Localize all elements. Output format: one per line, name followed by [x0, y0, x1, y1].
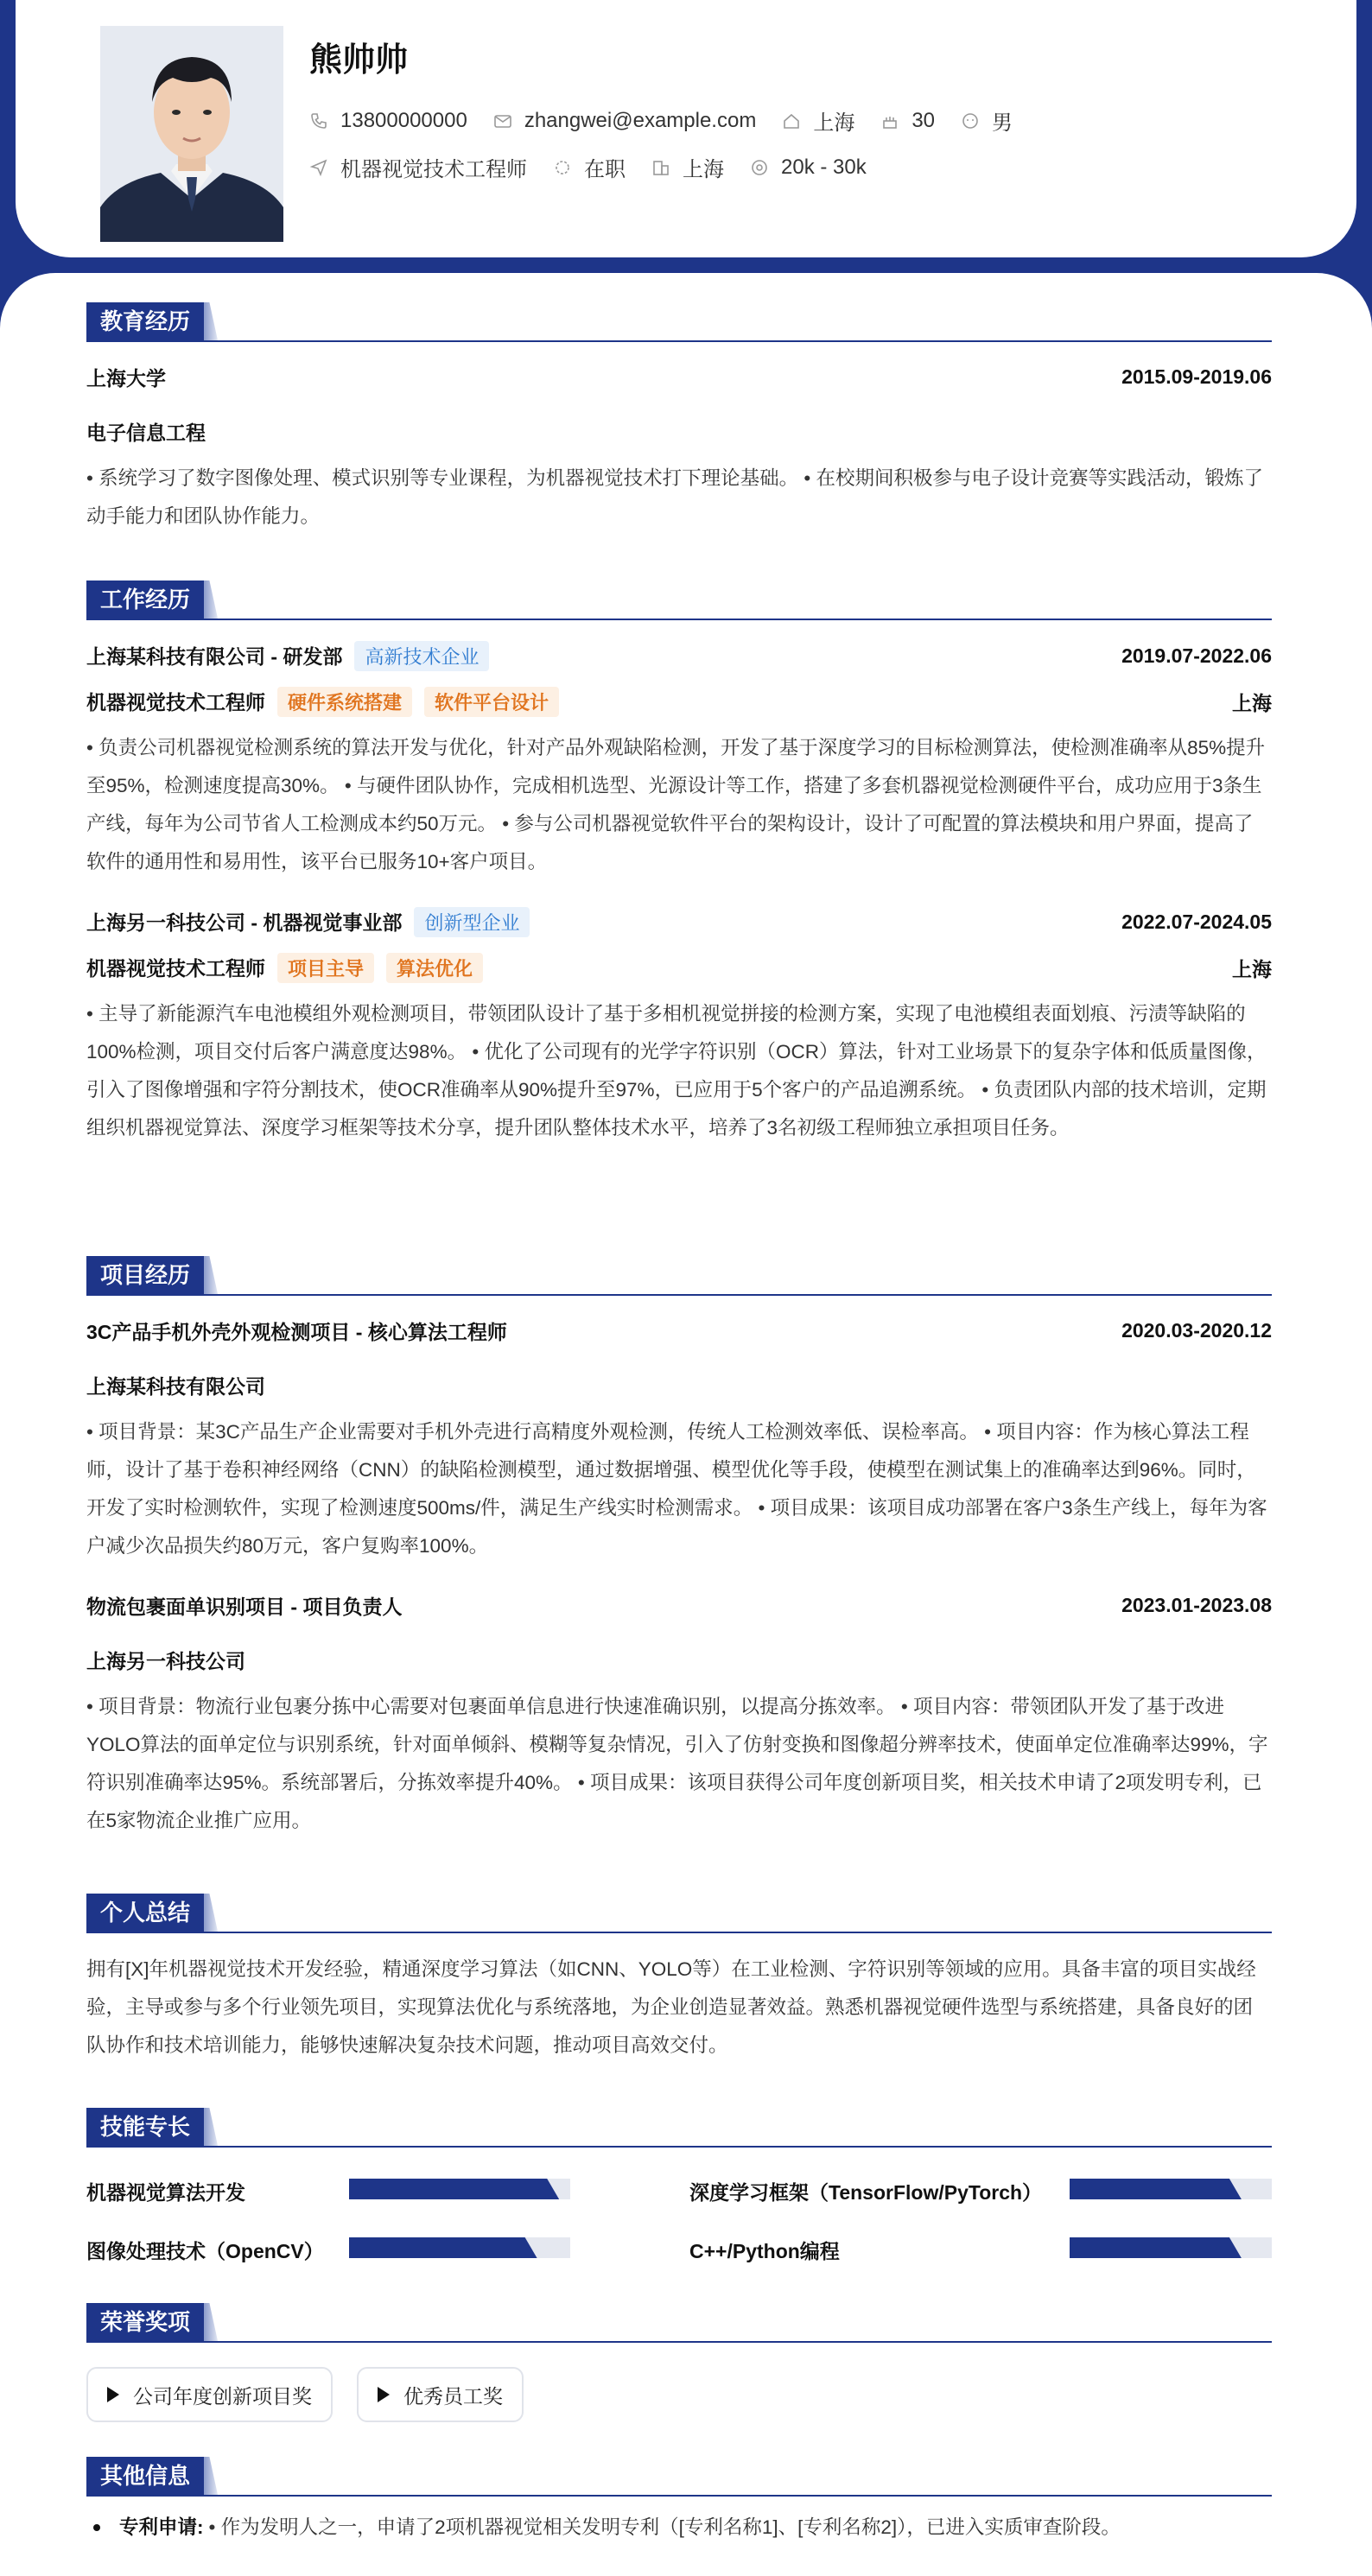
skill-bar-fill — [349, 2237, 537, 2258]
skill-tag: 项目主导 — [277, 953, 374, 983]
project-company-row — [86, 1646, 1272, 1674]
status-text: 在职 — [584, 158, 626, 181]
face-icon — [961, 111, 980, 130]
project-title: 物流包裹面单识别项目 - 项目负责人 — [86, 1596, 403, 1618]
award-badge — [357, 2367, 524, 2422]
award-text: 优秀员工奖 — [403, 2384, 503, 2408]
work-desc: • 主导了新能源汽车电池模组外观检测项目，带领团队设计了基于多相机视觉拼接的检测方案，实现了电池模组表面划痕、污渍等缺陷的100%检测，项目交付后客户满意度达98%。 • 优化了公司现有的光学字符识别（OCR）算法，针对工业场景下的复杂字体和低质量图像，引入了图像增强和字符分割技术，使OCR准确率从90%提升至97%，已应用于5个客户的产品追溯系统。 • 负责团队内部的技术培训，定期组织机器视觉算法、深度学习框架等技术分享，提升团队整体技术水平，培养了3名初级工程师独立承担项目任务。 — [86, 1003, 1267, 1139]
work-position-row — [86, 953, 1272, 983]
school-name: 上海大学 — [86, 367, 166, 390]
work-period: 2019.07-2022.06 — [1121, 644, 1272, 667]
project-company: 上海某科技有限公司 — [86, 1375, 265, 1398]
section-header — [86, 302, 1272, 342]
work-desc: • 负责公司机器视觉检测系统的算法开发与优化，针对产品外观缺陷检测，开发了基于深度学习的目标检测算法，使检测准确率从85%提升至95%，检测速度提高30%。 • 与硬件团队协作，完成相机选型、光源设计等工作，搭建了多套机器视觉检测硬件平台，成功应用于3条生产线，每年为公司节省人工检测成本约50万元。 • 参与公司机器视觉软件平台的架构设计，设计了可配置的算法模块和用户界面，提高了软件的通用性和易用性，该平台已服务10+客户项目。 — [86, 737, 1266, 872]
skill-tag: 软件平台设计 — [424, 687, 559, 717]
project-title-row — [86, 1591, 1272, 1620]
project-desc: • 项目背景：某3C产品生产企业需要对手机外壳进行高精度外观检测，传统人工检测效率低、误检率高。 • 项目内容：作为核心算法工程师，设计了基于卷积神经网络（CNN）的缺陷检测模型，通过数据增强、模型优化等手段，使模型在测试集上的准确率达到96%。同时，开发了实时检测软件，实现了检测速度500ms/件，满足生产线实时检测需求。 • 项目成果：该项目成功部署在客户3条生产线上，每年为客户减少次品损失约80万元，客户复购率100%。 — [86, 1421, 1267, 1557]
skill-tag: 算法优化 — [386, 953, 483, 983]
company-text: 上海另一科技公司 - 机器视觉事业部 — [86, 911, 403, 934]
work-location: 上海 — [1232, 958, 1272, 980]
other-label: 专利申请: — [119, 2516, 204, 2538]
project-title-row — [86, 1317, 1272, 1345]
salary-text: 20k - 30k — [781, 155, 867, 179]
summary-section — [86, 1894, 1272, 2065]
profile-header — [16, 0, 1356, 257]
skill-bar — [349, 2179, 570, 2199]
section-title: 其他信息 — [86, 2457, 204, 2495]
skill-name: 图像处理技术（OpenCV） — [86, 2240, 324, 2262]
building-icon — [651, 158, 670, 177]
award-badge — [86, 2367, 333, 2422]
job-row — [309, 152, 892, 182]
phone-text[interactable]: 13800000000 — [340, 108, 467, 132]
education-period: 2015.09-2019.06 — [1121, 365, 1272, 388]
skill-tag: 硬件系统搭建 — [277, 687, 412, 717]
work-company-row — [86, 907, 1272, 937]
skill-bar-fill — [349, 2179, 559, 2199]
status-icon — [553, 158, 572, 177]
salary-item — [750, 155, 867, 180]
major-row — [86, 417, 1272, 446]
work-company-row — [86, 641, 1272, 671]
section-title: 工作经历 — [86, 581, 204, 619]
section-header — [86, 2457, 1272, 2497]
project-company-row — [86, 1371, 1272, 1399]
section-header — [86, 1256, 1272, 1296]
avatar-illustration — [100, 26, 283, 242]
education-desc: • 系统学习了数字图像处理、模式识别等专业课程，为机器视觉技术打下理论基础。 • 在校期间积极参与电子设计竞赛等实践活动，锻炼了动手能力和团队协作能力。 — [86, 467, 1264, 527]
skill-bar-fill — [1070, 2179, 1242, 2199]
section-header — [86, 2303, 1272, 2343]
email-item — [493, 109, 757, 133]
section-title: 个人总结 — [86, 1894, 204, 1932]
company-name — [86, 907, 530, 937]
other-text: • 作为发明人之一，申请了2项机器视觉相关发明专利（[专利名称1]、[专利名称2]），已进入实质审查阶段。 — [208, 2516, 1121, 2538]
projects-section — [86, 1256, 1272, 1840]
section-title: 教育经历 — [86, 302, 204, 340]
status-item — [553, 152, 626, 182]
job-title-text: 机器视觉技术工程师 — [340, 158, 527, 181]
hometown-item — [782, 105, 854, 136]
age-text: 30 — [911, 108, 936, 132]
contact-row — [309, 105, 1039, 136]
position-text: 机器视觉技术工程师 — [86, 691, 265, 714]
send-icon — [309, 158, 328, 177]
home-icon — [782, 111, 801, 130]
hometown-text: 上海 — [813, 111, 855, 135]
company-name — [86, 641, 489, 671]
work-section — [86, 581, 1272, 1147]
project-desc: • 项目背景：物流行业包裹分拣中心需要对包裹面单信息进行快速准确识别，以提高分拣效率。 • 项目内容：带领团队开发了基于改进YOLO算法的面单定位与识别系统，针对面单倾斜、模糊等复杂情况，引入了仿射变换和图像超分辨率技术，使面单定位准确率达99%，字符识别准确率达95%。系统部署后，分拣效率提升40%。 • 项目成果：该项目获得公司年度创新项目奖，相关技术申请了2项发明专利，已在5家物流企业推广应用。 — [86, 1696, 1268, 1831]
play-icon — [107, 2387, 119, 2402]
skill-name: 机器视觉算法开发 — [86, 2181, 245, 2204]
skill-bar — [349, 2237, 570, 2258]
gender-item — [961, 105, 1013, 136]
skill-bar — [1070, 2179, 1272, 2199]
project-title: 3C产品手机外壳外观检测项目 - 核心算法工程师 — [86, 1321, 507, 1343]
money-icon — [750, 158, 769, 177]
company-text: 上海某科技有限公司 - 研发部 — [86, 645, 343, 668]
email-text[interactable]: zhangwei@example.com — [524, 108, 757, 132]
resume-body — [0, 273, 1372, 2576]
bullet-icon — [93, 2524, 100, 2531]
skill-bar — [1070, 2237, 1272, 2258]
avatar-photo — [100, 26, 283, 242]
other-item — [86, 2509, 1272, 2547]
company-tag: 创新型企业 — [414, 907, 530, 937]
gender-text: 男 — [992, 111, 1013, 135]
skills-section — [86, 2108, 1272, 2263]
education-row — [86, 363, 1272, 391]
section-title: 技能专长 — [86, 2108, 204, 2146]
age-item — [880, 109, 935, 133]
work-period: 2022.07-2024.05 — [1121, 910, 1272, 933]
section-header — [86, 1894, 1272, 1933]
other-section — [86, 2457, 1272, 2547]
summary-text: 拥有[X]年机器视觉技术开发经验，精通深度学习算法（如CNN、YOLO等）在工业检测、字符识别等领域的应用。具备丰富的项目实战经验，主导或参与多个行业领先项目，实现算法优化与系统落地，为企业创造显著效益。熟悉机器视觉硬件选型与系统搭建，具备良好的团队协作和技术培训能力，能够快速解决复杂技术问题，推动项目高效交付。 — [86, 1958, 1256, 2056]
position — [86, 687, 559, 717]
phone-item — [309, 109, 467, 133]
skill-name: 深度学习框架（TensorFlow/PyTorch） — [689, 2181, 1043, 2204]
honors-section — [86, 2303, 1272, 2424]
work-position-row — [86, 687, 1272, 717]
project-period: 2020.03-2020.12 — [1121, 1319, 1272, 1342]
candidate-name: 熊帅帅 — [309, 42, 409, 79]
education-section — [86, 302, 1272, 536]
section-title: 项目经历 — [86, 1256, 204, 1294]
section-header — [86, 581, 1272, 620]
project-period: 2023.01-2023.08 — [1121, 1594, 1272, 1616]
skill-name: C++/Python编程 — [689, 2240, 840, 2262]
section-header — [86, 2108, 1272, 2148]
city-item — [651, 152, 724, 182]
city-text: 上海 — [683, 158, 724, 181]
project-company: 上海另一科技公司 — [86, 1650, 245, 1672]
job-title-item — [309, 152, 527, 182]
major-name: 电子信息工程 — [86, 422, 206, 444]
section-title: 荣誉奖项 — [86, 2303, 204, 2341]
cake-icon — [880, 111, 899, 130]
mail-icon — [493, 111, 512, 130]
work-location: 上海 — [1232, 692, 1272, 714]
position-text: 机器视觉技术工程师 — [86, 957, 265, 980]
award-text: 公司年度创新项目奖 — [133, 2384, 312, 2408]
play-icon — [378, 2387, 390, 2402]
position — [86, 953, 483, 983]
skill-bar-fill — [1070, 2237, 1242, 2258]
company-tag: 高新技术企业 — [354, 641, 489, 671]
phone-icon — [309, 111, 328, 130]
